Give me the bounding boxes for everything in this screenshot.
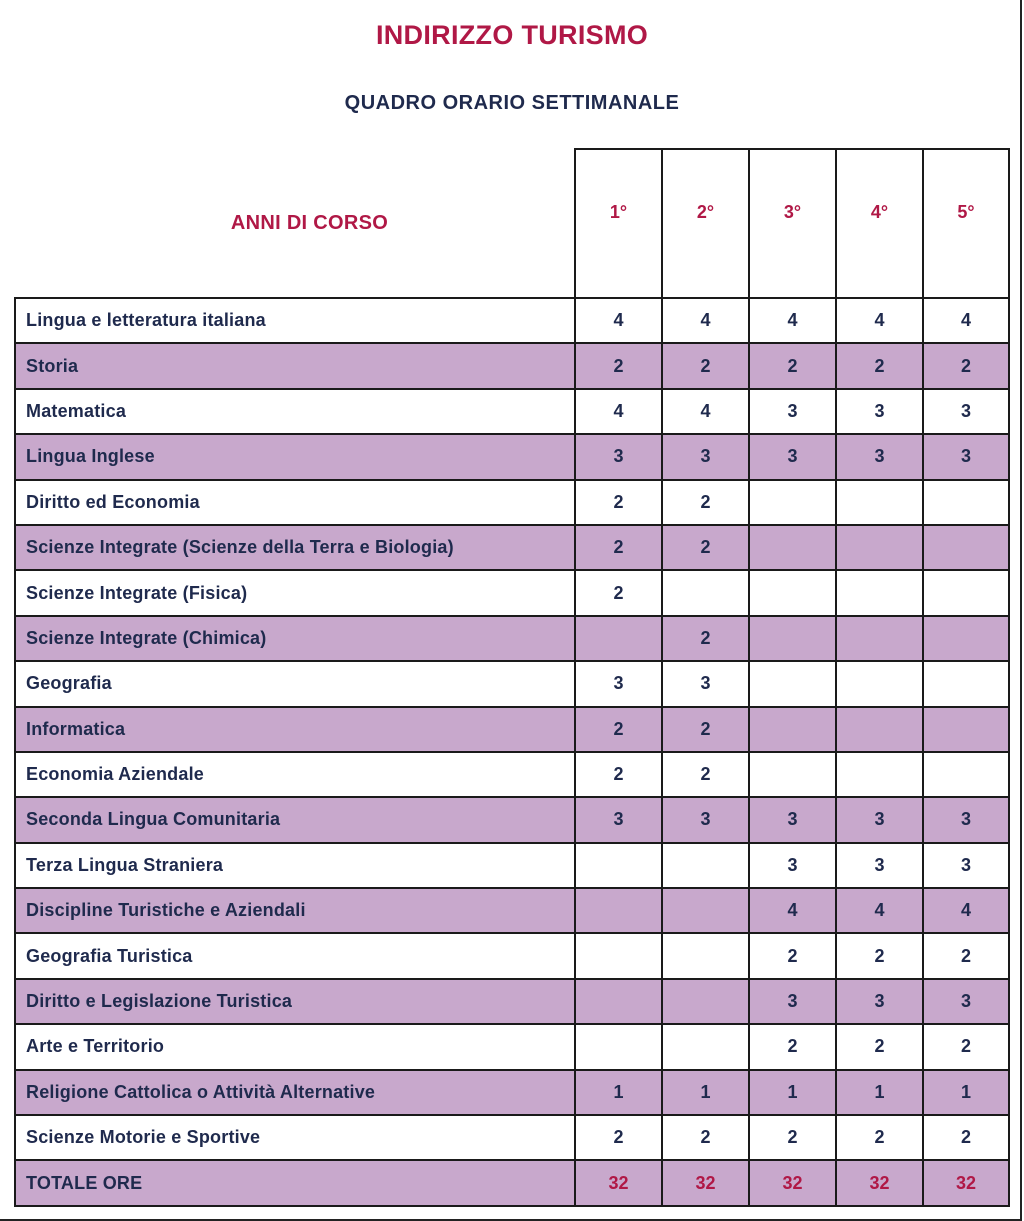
subject-name: Discipline Turistiche e Aziendali xyxy=(15,888,575,933)
hours-cell: 2 xyxy=(749,933,836,978)
subject-name: Informatica xyxy=(15,707,575,752)
subject-name: Diritto ed Economia xyxy=(15,480,575,525)
hours-cell: 4 xyxy=(749,298,836,343)
hours-cell xyxy=(575,1024,662,1069)
table-row xyxy=(15,707,1009,752)
table-row xyxy=(15,888,1009,933)
hours-cell: 3 xyxy=(749,843,836,888)
hours-cell xyxy=(749,480,836,525)
hours-cell: 3 xyxy=(836,389,923,434)
hours-cell: 1 xyxy=(662,1070,749,1115)
year-header-4: 4° xyxy=(836,149,923,298)
subject-name: Diritto e Legislazione Turistica xyxy=(15,979,575,1024)
hours-cell: 1 xyxy=(575,1070,662,1115)
hours-cell: 2 xyxy=(662,752,749,797)
hours-cell xyxy=(923,525,1009,570)
hours-cell: 3 xyxy=(923,797,1009,842)
hours-cell xyxy=(923,752,1009,797)
hours-cell xyxy=(662,843,749,888)
hours-cell xyxy=(836,661,923,706)
hours-cell: 3 xyxy=(923,843,1009,888)
hours-cell xyxy=(749,661,836,706)
hours-cell: 1 xyxy=(923,1070,1009,1115)
subject-name: Religione Cattolica o Attività Alternative xyxy=(15,1070,575,1115)
hours-cell xyxy=(836,570,923,615)
hours-cell xyxy=(575,616,662,661)
hours-cell xyxy=(836,752,923,797)
hours-cell: 4 xyxy=(575,389,662,434)
hours-cell: 3 xyxy=(575,661,662,706)
subject-name: Lingua e letteratura italiana xyxy=(15,298,575,343)
timetable xyxy=(14,148,1010,1207)
table-row xyxy=(15,434,1009,479)
hours-cell: 3 xyxy=(749,979,836,1024)
hours-cell: 2 xyxy=(923,933,1009,978)
hours-cell: 2 xyxy=(662,1115,749,1160)
table-row xyxy=(15,661,1009,706)
table-row xyxy=(15,480,1009,525)
hours-cell: 3 xyxy=(662,661,749,706)
hours-cell: 2 xyxy=(575,343,662,388)
hours-cell: 4 xyxy=(662,298,749,343)
table-row xyxy=(15,389,1009,434)
page-subtitle: QUADRO ORARIO SETTIMANALE xyxy=(344,92,680,114)
total-hours-cell: 32 xyxy=(923,1160,1009,1205)
hours-cell xyxy=(662,888,749,933)
hours-cell: 3 xyxy=(749,434,836,479)
hours-cell: 2 xyxy=(749,343,836,388)
hours-cell: 4 xyxy=(575,298,662,343)
hours-cell: 4 xyxy=(662,389,749,434)
hours-cell: 2 xyxy=(923,1115,1009,1160)
hours-cell: 2 xyxy=(575,752,662,797)
hours-cell: 4 xyxy=(923,888,1009,933)
total-hours-cell: 32 xyxy=(662,1160,749,1205)
hours-cell xyxy=(923,707,1009,752)
table-row xyxy=(15,343,1009,388)
hours-cell xyxy=(923,480,1009,525)
subject-name: Scienze Integrate (Fisica) xyxy=(15,570,575,615)
hours-cell: 3 xyxy=(836,979,923,1024)
hours-cell: 3 xyxy=(575,797,662,842)
hours-cell: 3 xyxy=(836,797,923,842)
hours-cell xyxy=(923,570,1009,615)
table-row xyxy=(15,298,1009,343)
hours-cell xyxy=(662,933,749,978)
hours-cell xyxy=(749,525,836,570)
hours-cell xyxy=(749,616,836,661)
hours-cell xyxy=(749,752,836,797)
hours-cell xyxy=(662,570,749,615)
hours-cell: 4 xyxy=(836,298,923,343)
hours-cell: 2 xyxy=(923,1024,1009,1069)
subject-name: Seconda Lingua Comunitaria xyxy=(15,797,575,842)
total-hours-cell: 32 xyxy=(836,1160,923,1205)
hours-cell: 2 xyxy=(575,570,662,615)
hours-cell: 2 xyxy=(662,343,749,388)
hours-cell: 4 xyxy=(836,888,923,933)
hours-cell: 2 xyxy=(575,525,662,570)
hours-cell: 2 xyxy=(749,1115,836,1160)
hours-cell xyxy=(749,570,836,615)
table-row xyxy=(15,1070,1009,1115)
hours-cell: 2 xyxy=(662,616,749,661)
subject-name: Scienze Integrate (Scienze della Terra e Biologia) xyxy=(15,525,575,570)
table-row xyxy=(15,979,1009,1024)
hours-cell: 3 xyxy=(749,797,836,842)
hours-cell: 2 xyxy=(662,707,749,752)
hours-cell: 2 xyxy=(662,480,749,525)
hours-cell xyxy=(662,1024,749,1069)
table-row xyxy=(15,797,1009,842)
header-row xyxy=(15,149,1009,298)
year-header-3: 3° xyxy=(749,149,836,298)
hours-cell: 2 xyxy=(836,1024,923,1069)
hours-cell: 3 xyxy=(662,434,749,479)
hours-cell: 3 xyxy=(836,843,923,888)
total-hours-cell: 32 xyxy=(749,1160,836,1205)
subject-name: Economia Aziendale xyxy=(15,752,575,797)
subject-name: Matematica xyxy=(15,389,575,434)
year-header-2: 2° xyxy=(662,149,749,298)
year-header-1: 1° xyxy=(575,149,662,298)
hours-cell: 2 xyxy=(836,343,923,388)
hours-cell: 1 xyxy=(836,1070,923,1115)
table-row xyxy=(15,1115,1009,1160)
hours-cell xyxy=(662,979,749,1024)
hours-cell: 3 xyxy=(749,389,836,434)
hours-cell: 3 xyxy=(923,389,1009,434)
hours-cell xyxy=(575,888,662,933)
total-hours-cell: 32 xyxy=(575,1160,662,1205)
hours-cell: 2 xyxy=(575,1115,662,1160)
anni-di-corso-label: ANNI DI CORSO xyxy=(230,211,389,234)
hours-cell xyxy=(575,979,662,1024)
table-row xyxy=(15,1024,1009,1069)
hours-cell: 3 xyxy=(923,979,1009,1024)
hours-cell xyxy=(836,707,923,752)
total-row xyxy=(15,1160,1009,1205)
hours-cell: 2 xyxy=(836,933,923,978)
subject-name: Scienze Motorie e Sportive xyxy=(15,1115,575,1160)
hours-cell xyxy=(836,525,923,570)
hours-cell: 2 xyxy=(923,343,1009,388)
hours-cell xyxy=(923,661,1009,706)
subject-name: Lingua Inglese xyxy=(15,434,575,479)
hours-cell: 2 xyxy=(662,525,749,570)
subject-name: Scienze Integrate (Chimica) xyxy=(15,616,575,661)
table-row xyxy=(15,616,1009,661)
table-row xyxy=(15,570,1009,615)
hours-cell: 2 xyxy=(575,480,662,525)
page-title: INDIRIZZO TURISMO xyxy=(375,20,649,50)
table-row xyxy=(15,843,1009,888)
total-label: TOTALE ORE xyxy=(15,1160,575,1205)
hours-cell: 2 xyxy=(836,1115,923,1160)
table-row xyxy=(15,752,1009,797)
hours-cell: 2 xyxy=(575,707,662,752)
hours-cell xyxy=(923,616,1009,661)
hours-cell xyxy=(749,707,836,752)
hours-cell xyxy=(575,933,662,978)
hours-cell xyxy=(836,616,923,661)
subject-name: Storia xyxy=(15,343,575,388)
hours-cell: 4 xyxy=(923,298,1009,343)
hours-cell: 1 xyxy=(749,1070,836,1115)
subject-name: Arte e Territorio xyxy=(15,1024,575,1069)
subject-name: Geografia Turistica xyxy=(15,933,575,978)
year-header-5: 5° xyxy=(923,149,1009,298)
subject-name: Geografia xyxy=(15,661,575,706)
hours-cell: 2 xyxy=(749,1024,836,1069)
hours-cell: 3 xyxy=(923,434,1009,479)
hours-cell xyxy=(836,480,923,525)
hours-cell xyxy=(575,843,662,888)
hours-cell: 3 xyxy=(575,434,662,479)
subject-name: Terza Lingua Straniera xyxy=(15,843,575,888)
table-row xyxy=(15,933,1009,978)
table-row xyxy=(15,525,1009,570)
hours-cell: 3 xyxy=(662,797,749,842)
hours-cell: 4 xyxy=(749,888,836,933)
hours-cell: 3 xyxy=(836,434,923,479)
